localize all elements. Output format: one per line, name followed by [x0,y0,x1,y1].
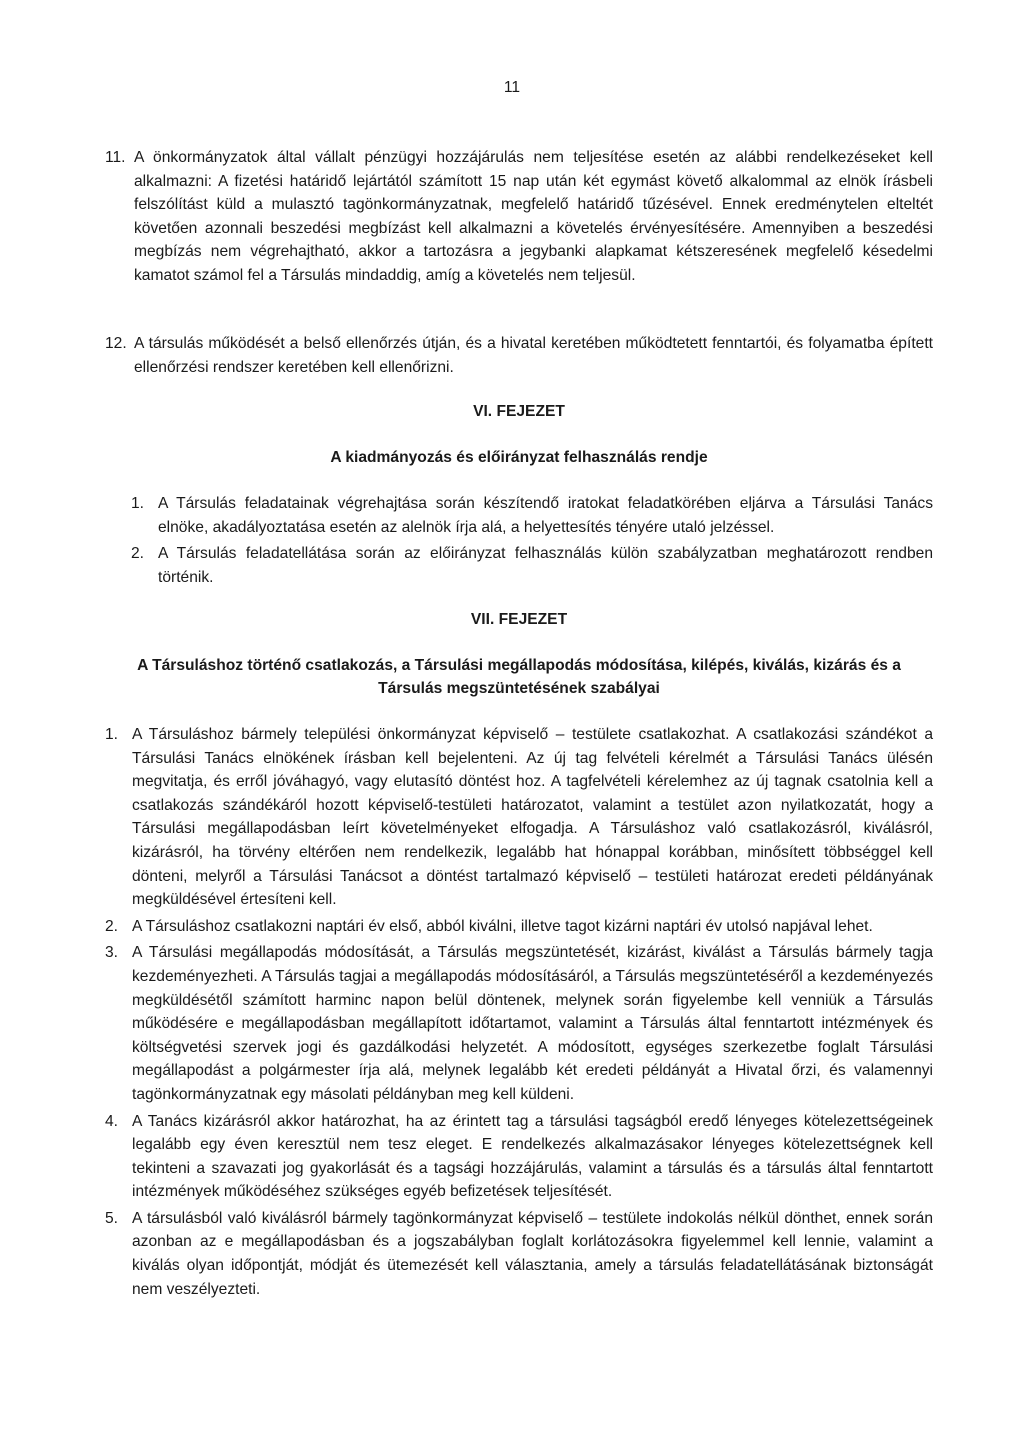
item-text: A Társulás feladatainak végrehajtása során készítendő iratokat feladatkörében eljárva a Társulási Tanács elnöke, akadályoztatása esetén az alelnök írja alá, a helyettesítés tényére utaló jelzéssel. [158,495,933,536]
list-item [105,723,933,912]
paragraph-number: 12. [105,335,127,352]
chapter-vii-title-line1: A Társuláshoz történő csatlakozás, a Társulási megállapodás módosítása, kilépés, kiválás, kizárás és a [137,657,901,674]
chapter-vii-heading: VII. FEJEZET [470,611,568,628]
page-number: 11 [503,79,521,96]
list-item [131,492,933,539]
item-text: A társulásból való kiválásról bármely tagönkormányzat képviselő – testülete indokolás nélkül dönthet, ennek során azonban az e megállapodásban és a jogszabályban foglalt korlátozásokra figyelemmel kell lennie, valamint a kiválás olyan időpontját, módját és ütemezését kell választania, amely a társulás feladatellátásának biztonságát nem veszélyezteti. [132,1209,933,1298]
item-number: 5. [105,1209,119,1227]
paragraph-text: A társulás működését a belső ellenőrzés útján, és a hivatal keretében működtetett fenntartói, és folyamatba épített ellenőrzési rendszer keretében kell ellenőrizni. [134,335,933,376]
list-item [105,915,933,939]
item-text: A Társuláshoz csatlakozni naptári év első, abból kiválni, illetve tagot kizárni naptári év utolsó napjával lehet. [132,917,873,935]
paragraph-12 [105,332,933,379]
item-text: A Társulás feladatellátása során az előirányzat felhasználás külön szabályzatban meghatározott rendben történik. [158,545,933,586]
list-item [105,1110,933,1204]
list-item [131,542,933,589]
item-number: 3. [105,944,119,962]
chapter-vii-title-line2: Társulás megszüntetésének szabályai [378,680,660,697]
chapter-vii-list [105,723,933,1304]
item-number: 1. [131,495,145,512]
item-number: 4. [105,1112,119,1130]
item-text: A Társulási megállapodás módosítását, a Társulás megszüntetését, kizárást, kiválást a Társulás bármely tagja kezdeményezheti. A Társulás tagjai a megállapodás módosításáról, a Társulás megszüntetéséről a kezdeményezés megküldésétől számított harminc napon belül döntenek, melynek során figyelembe kell venniük a Társulás működésére e megállapodásban megállapított időtartamot, valamint a Társulás által fenntartott intézmények és költségvetési szervek jogi és gazdálkodási helyzetét. A módosított, egységes szerkezetbe foglalt Társulási megállapodást a polgármester írja alá, melynek legalább két eredeti példányát a Hivatal őrzi, és valamennyi tagönkormányzatnak egy másolati példányban meg kell küldeni. [132,944,933,1103]
item-number: 2. [131,545,145,563]
chapter-vi-title: A kiadmányozás és előirányzat felhasználás rendje [330,449,708,466]
item-number: 2. [105,917,119,935]
chapter-vi-list [131,492,933,592]
item-number: 1. [105,726,119,743]
item-text: A Tanács kizárásról akkor határozhat, ha az érintett tag a társulási tagságból eredő lényeges kötelezettségeinek legalább egy éven keresztül nem tesz eleget. E rendelkezés alkalmazásakor lényeges kötelezettségnek kell tekinteni a szavazati jog gyakorlását és a tagsági hozzájárulás, valamint a társulás és a társulás által fenntartott intézmények működéséhez szükséges egyéb befizetések teljesítését. [132,1112,933,1201]
paragraph-number: 11. [105,149,126,166]
paragraph-11 [105,146,933,288]
list-item [105,941,933,1106]
paragraph-text: A önkormányzatok által vállalt pénzügyi hozzájárulás nem teljesítése esetén az alábbi rendelkezéseket kell alkalmazni: A fizetési határidő lejártától számított 15 nap után két egymást követő alkalommal az elnök írásbeli felszólítást küld a mulasztó tagönkormányzatnak, megfelelő határidő tűzésével. Ennek eredménytelen elteltét követően azonnali beszedési megbízást kell alkalmazni a követelés érvényesítésére. Amennyiben a beszedési megbízás nem végrehajtható, akkor a tartozásra a jegybanki alapkamat kétszeresének megfelelő késedelmi kamatot számol fel a Társulás mindaddig, amíg a követelés nem teljesül. [134,149,933,284]
list-item [105,1207,933,1301]
item-text: A Társuláshoz bármely települési önkormányzat képviselő – testülete csatlakozhat. A csatlakozási szándékot a Társulási Tanács elnökének írásban kell bejelenteni. Az új tag felvételi kérelmét a Társulási Tanács ülésén megvitatja, és erről jóváhagyó, vagy elutasító döntést hoz. A tagfelvételi kérelemhez az új tagnak csatolnia kell a csatlakozás szándékáról hozott képviselő-testületi határozatot, valamint a testület azon nyilatkozatát, hogy a Társulási megállapodásban leírt követelményeket elfogadja. A Társuláshoz való csatlakozásról, kiválásról, kizárásról, ha törvény eltérően nem rendelkezik, legalább hat hónappal korábban, minősített többséggel kell dönteni, melyről a Társulási Tanácsot a döntést tartalmazó képviselő – testületi határozat eredeti példányának megküldésével értesíteni kell. [132,726,933,909]
chapter-vi-heading: VI. FEJEZET [473,403,565,420]
